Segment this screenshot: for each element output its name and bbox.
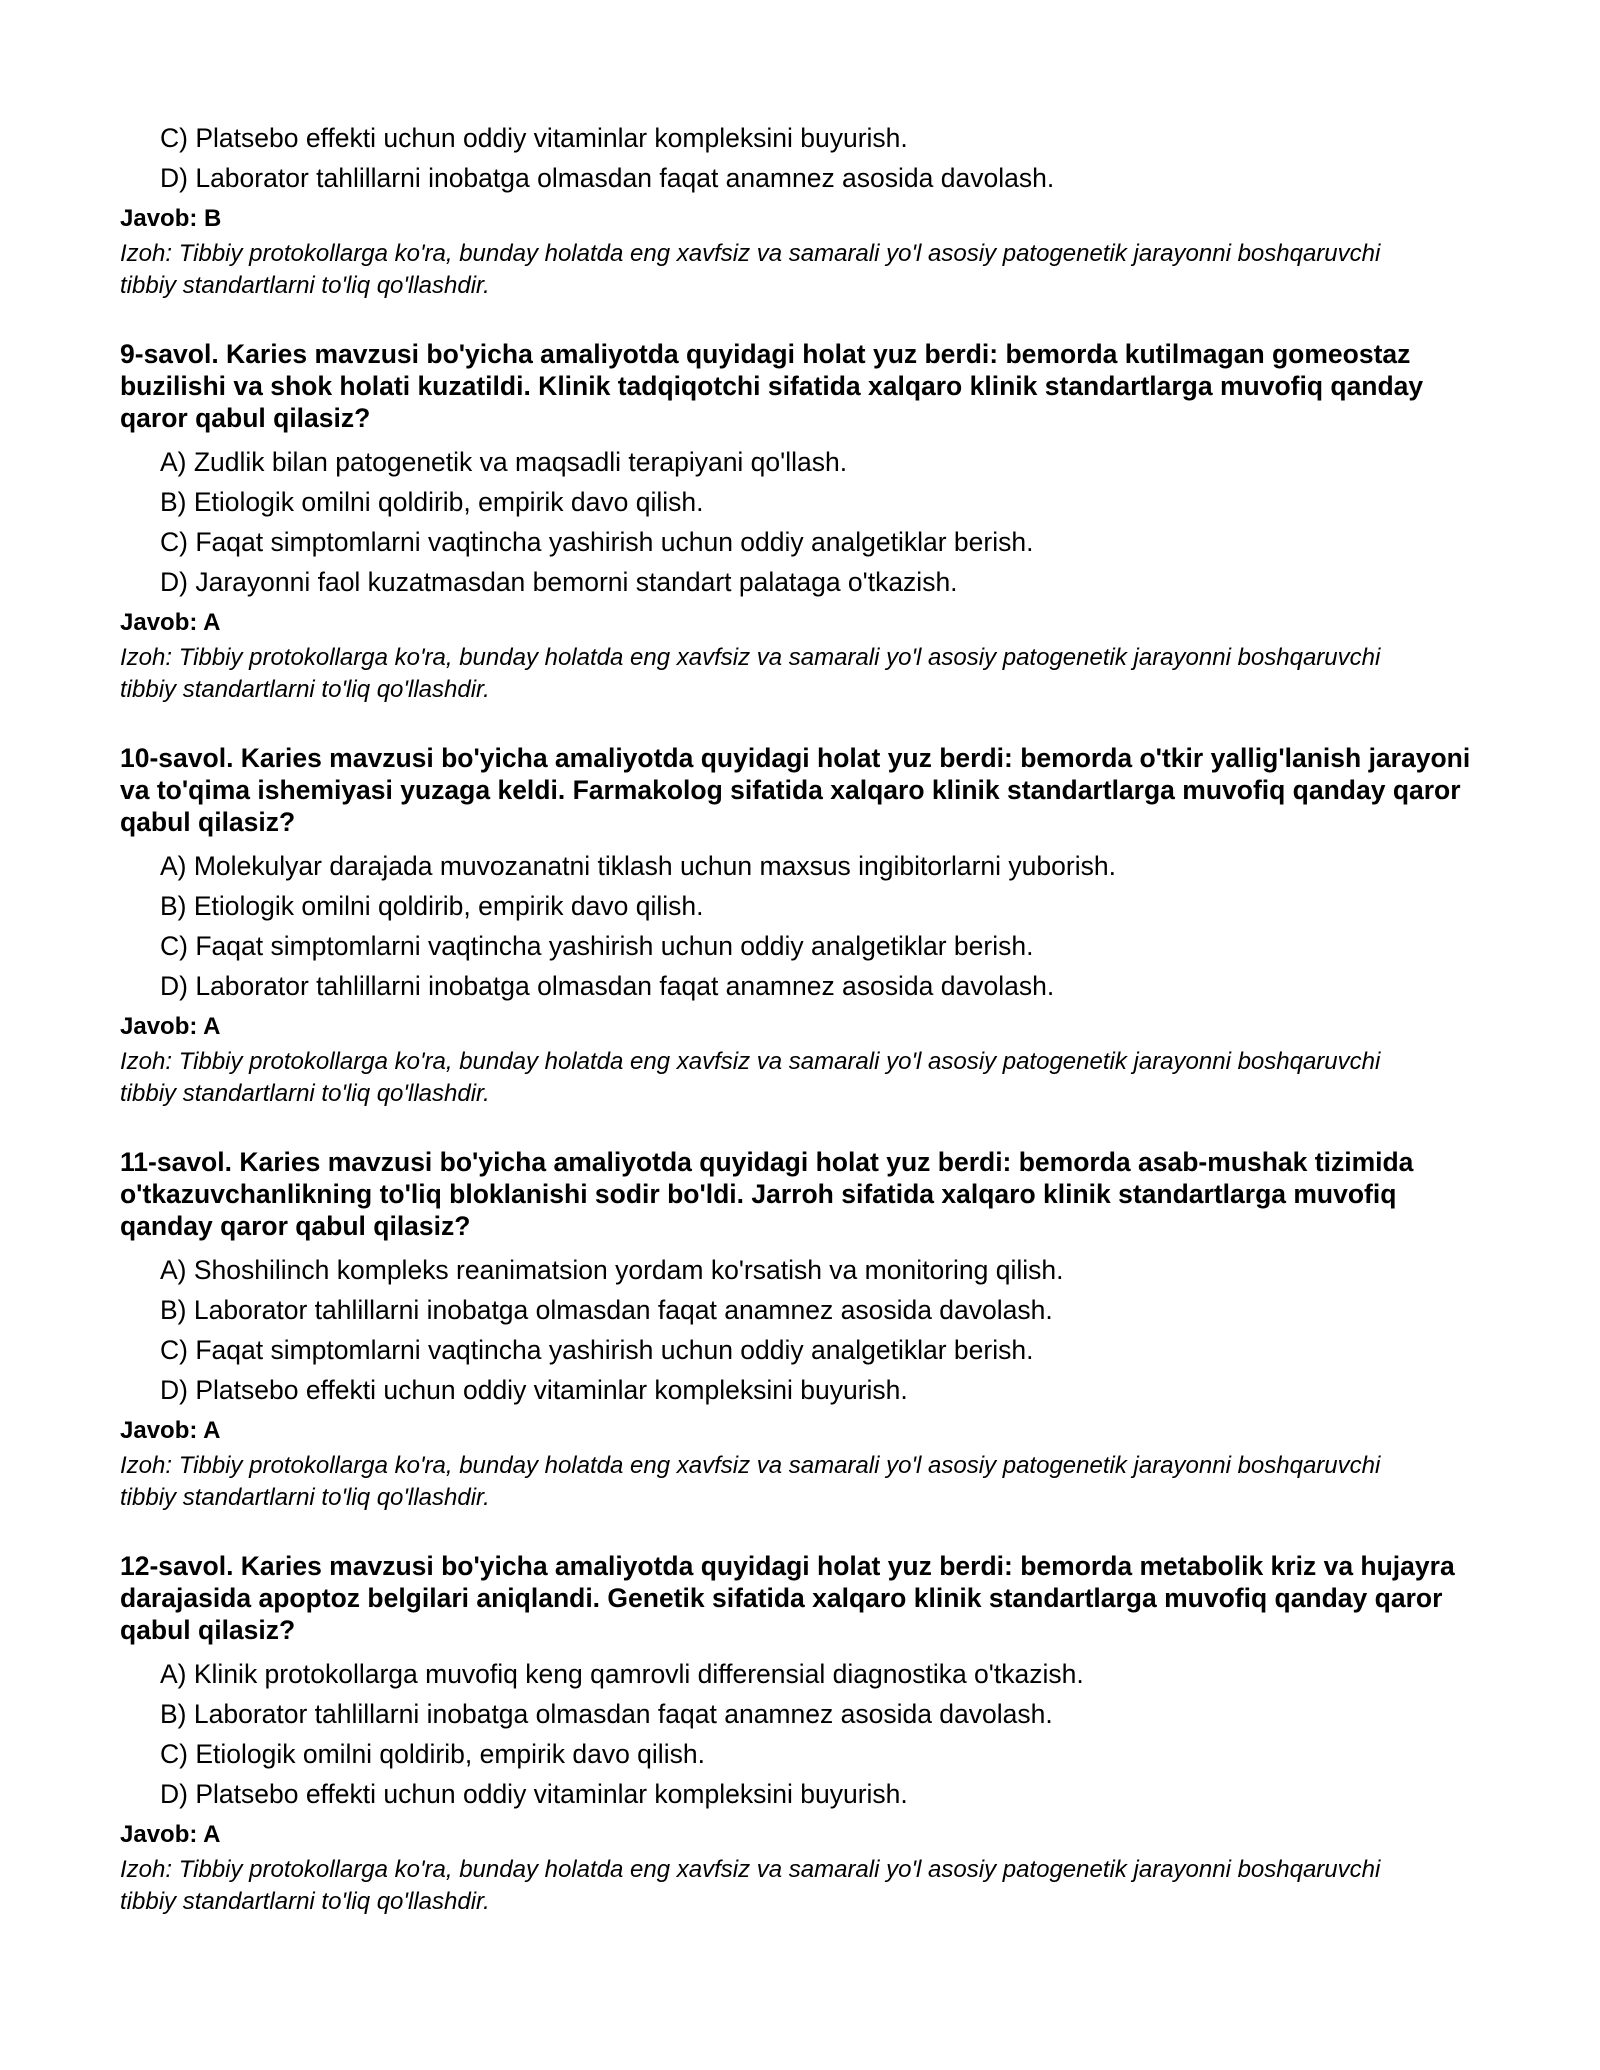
question-text: 10-savol. Karies mavzusi bo'yicha amaliyotda quyidagi holat yuz berdi: bemorda o'tkir yallig'lanish jarayoni va to'qima ishemiyasi yuzaga keldi. Farmakolog sifatida xalqaro klinik standartlarga muvofiq qanday qaror qabul qilasiz? — [120, 743, 1471, 837]
answer-option-b: B) Etiologik omilni qoldirib, empirik davo qilish. — [160, 891, 704, 921]
answer-option-b: B) Laborator tahlillarni inobatga olmasdan faqat anamnez asosida davolash. — [160, 1699, 1053, 1729]
answer-key: Javob: A — [120, 1417, 221, 1444]
explanation-note: Izoh: Tibbiy protokollarga ko'ra, bunday holatda eng xavfsiz va samarali yo'l asosiy patogenetik jarayonni boshqaruvchi tibbiy standartlarni to'liq qo'llashdir. — [120, 1452, 1381, 1511]
answer-option-a: A) Zudlik bilan patogenetik va maqsadli terapiyani qo'llash. — [160, 447, 848, 477]
answer-key: Javob: A — [120, 609, 221, 636]
answer-option-d: D) Laborator tahlillarni inobatga olmasdan faqat anamnez asosida davolash. — [160, 163, 1055, 193]
answer-option-a: A) Shoshilinch kompleks reanimatsion yordam ko'rsatish va monitoring qilish. — [160, 1255, 1064, 1285]
answer-option-d: D) Laborator tahlillarni inobatga olmasdan faqat anamnez asosida davolash. — [160, 971, 1055, 1001]
answer-option-a: A) Klinik protokollarga muvofiq keng qamrovli differensial diagnostika o'tkazish. — [160, 1659, 1084, 1689]
answer-option-d: D) Platsebo effekti uchun oddiy vitaminlar kompleksini buyurish. — [160, 1779, 908, 1809]
answer-key: Javob: A — [120, 1013, 221, 1040]
answer-option-c: C) Etiologik omilni qoldirib, empirik davo qilish. — [160, 1739, 705, 1769]
question-block-9 — [120, 338, 1490, 706]
answer-option-b: B) Etiologik omilni qoldirib, empirik davo qilish. — [160, 487, 704, 517]
answer-option-d: D) Jarayonni faol kuzatmasdan bemorni standart palataga o'tkazish. — [160, 567, 958, 597]
question-block-12 — [120, 1550, 1490, 1918]
explanation-note: Izoh: Tibbiy protokollarga ko'ra, bunday holatda eng xavfsiz va samarali yo'l asosiy patogenetik jarayonni boshqaruvchi tibbiy standartlarni to'liq qo'llashdir. — [120, 1856, 1381, 1915]
answer-option-c: C) Platsebo effekti uchun oddiy vitaminlar kompleksini buyurish. — [160, 123, 908, 153]
question-text: 9-savol. Karies mavzusi bo'yicha amaliyotda quyidagi holat yuz berdi: bemorda kutilmagan gomeostaz buzilishi va shok holati kuzatildi. Klinik tadqiqotchi sifatida xalqaro klinik standartlarga muvofiq qanday qaror qabul qilasiz? — [120, 339, 1424, 433]
answer-option-c: C) Faqat simptomlarni vaqtincha yashirish uchun oddiy analgetiklar berish. — [160, 1335, 1034, 1365]
continuation-block — [120, 118, 1490, 302]
answer-option-d: D) Platsebo effekti uchun oddiy vitaminlar kompleksini buyurish. — [160, 1375, 908, 1405]
question-text: 12-savol. Karies mavzusi bo'yicha amaliyotda quyidagi holat yuz berdi: bemorda metabolik kriz va hujayra darajasida apoptoz belgilari aniqlandi. Genetik sifatida xalqaro klinik standartlarga muvofiq qanday qaror qabul qilasiz? — [120, 1551, 1455, 1645]
answer-option-c: C) Faqat simptomlarni vaqtincha yashirish uchun oddiy analgetiklar berish. — [160, 931, 1034, 961]
answer-option-a: A) Molekulyar darajada muvozanatni tiklash uchun maxsus ingibitorlarni yuborish. — [160, 851, 1116, 881]
answer-key: Javob: A — [120, 1821, 221, 1848]
answer-option-c: C) Faqat simptomlarni vaqtincha yashirish uchun oddiy analgetiklar berish. — [160, 527, 1034, 557]
question-block-11 — [120, 1146, 1490, 1514]
question-block-10 — [120, 742, 1490, 1110]
answer-key: Javob: B — [120, 205, 222, 232]
explanation-note: Izoh: Tibbiy protokollarga ko'ra, bunday holatda eng xavfsiz va samarali yo'l asosiy patogenetik jarayonni boshqaruvchi tibbiy standartlarni to'liq qo'llashdir. — [120, 1048, 1381, 1107]
answer-option-b: B) Laborator tahlillarni inobatga olmasdan faqat anamnez asosida davolash. — [160, 1295, 1053, 1325]
question-text: 11-savol. Karies mavzusi bo'yicha amaliyotda quyidagi holat yuz berdi: bemorda asab-mushak tizimida o'tkazuvchanlikning to'liq bloklanishi sodir bo'ldi. Jarroh sifatida xalqaro klinik standartlarga muvofiq qanday qaror qabul qilasiz? — [120, 1147, 1414, 1241]
document-page — [120, 118, 1490, 1918]
explanation-note: Izoh: Tibbiy protokollarga ko'ra, bunday holatda eng xavfsiz va samarali yo'l asosiy patogenetik jarayonni boshqaruvchi tibbiy standartlarni to'liq qo'llashdir. — [120, 644, 1381, 703]
explanation-note: Izoh: Tibbiy protokollarga ko'ra, bunday holatda eng xavfsiz va samarali yo'l asosiy patogenetik jarayonni boshqaruvchi tibbiy standartlarni to'liq qo'llashdir. — [120, 240, 1381, 299]
